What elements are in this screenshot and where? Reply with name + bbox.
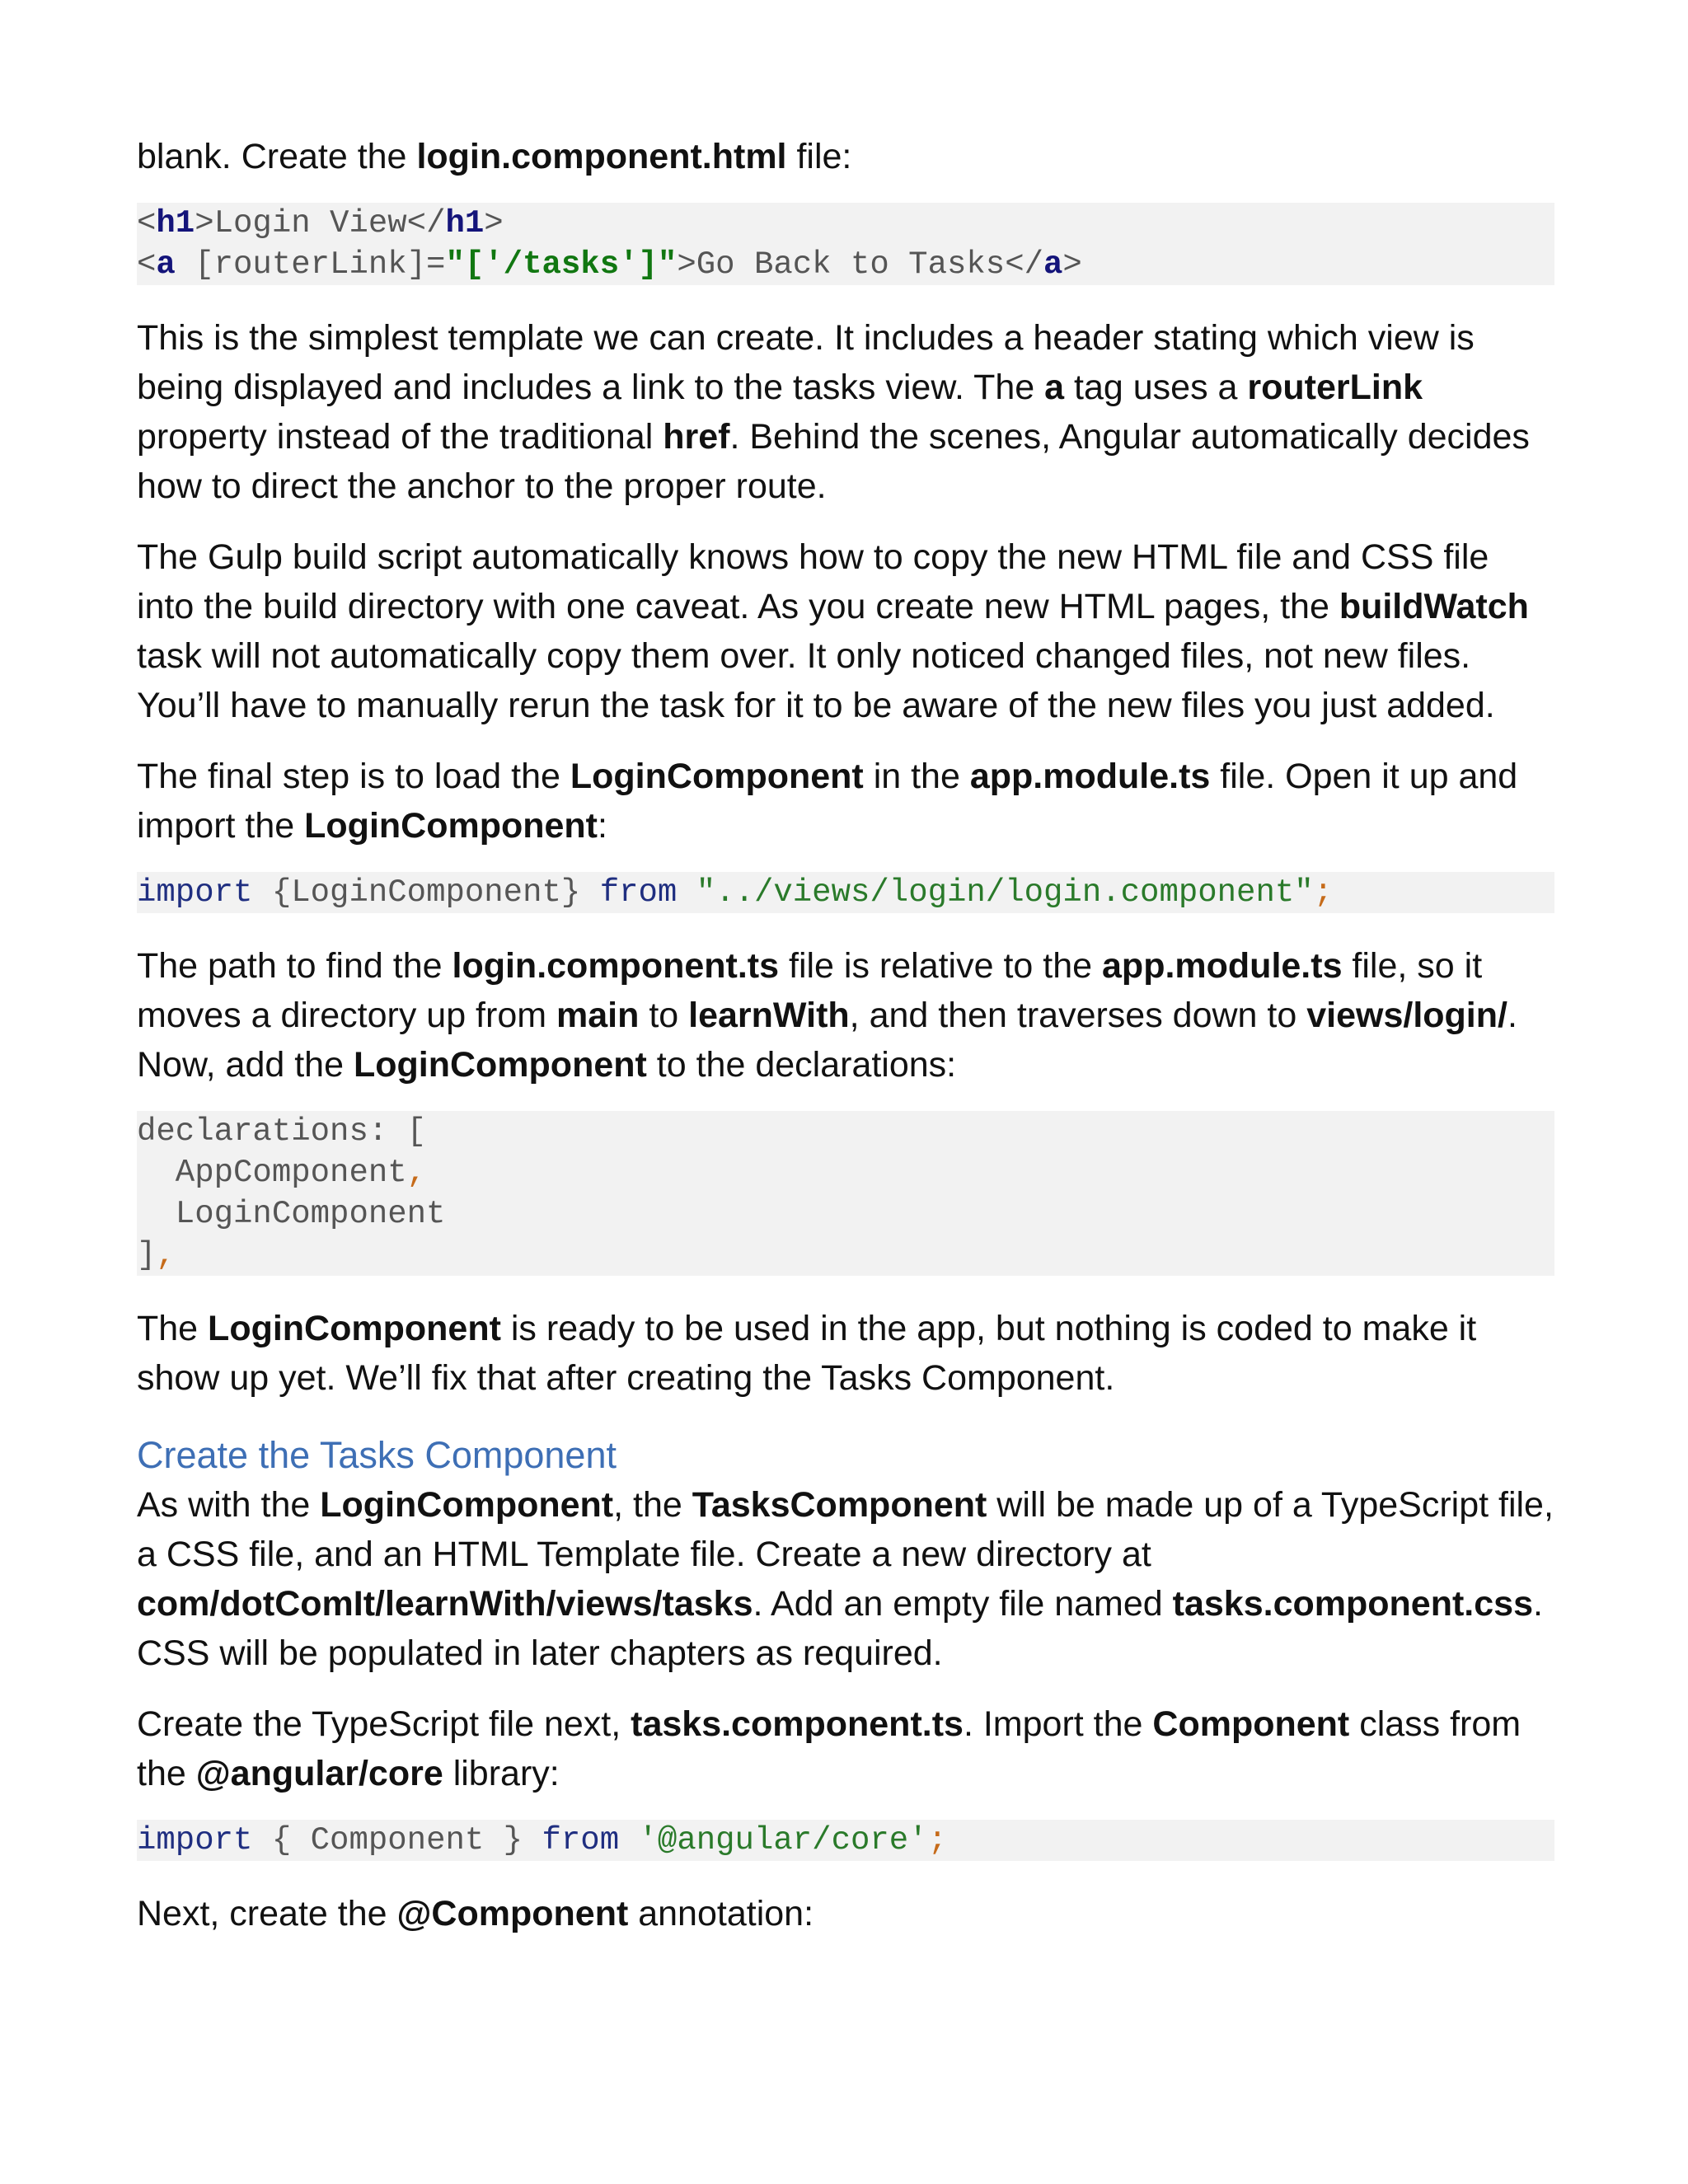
code-line: import { Component } from '@angular/core'; (137, 1822, 947, 1858)
code-line: <a [routerLink]="['/tasks']">Go Back to Tasks</a> (137, 246, 1082, 283)
document-page (137, 132, 1554, 1960)
paragraph-gulp: The Gulp build script automatically knows how to copy the new HTML file and CSS file into the build directory with one caveat. As you create new HTML pages, the buildWatch task will not automatically copy them over. It only noticed changed files, not new files. You’ll have to manually rerun the task for it to be aware of the new files you just added. (137, 537, 1529, 725)
paragraph-intro: blank. Create the login.component.html file: (137, 137, 852, 176)
paragraph-typescript-file: Create the TypeScript file next, tasks.component.ts. Import the Component class from the @angular/core library: (137, 1704, 1522, 1793)
code-block-import-component (137, 1820, 1554, 1861)
code-line: declarations: [ (137, 1113, 427, 1150)
code-block-login-template (137, 203, 1554, 285)
code-line: AppComponent, (137, 1155, 427, 1191)
code-block-declarations (137, 1111, 1554, 1276)
code-line: ], (137, 1237, 176, 1273)
paragraph-tasks-component: As with the LoginComponent, the TasksComponent will be made up of a TypeScript file, a CSS file, and an HTML Template file. Create a new directory at com/dotComIt/learnWith/views/tasks. Add an empty file named tasks.component.css. CSS will be populated in later chapters as required. (137, 1485, 1554, 1673)
paragraph-path: The path to find the login.component.ts file is relative to the app.module.ts file, so it moves a directory up from main to learnWith, and then traverses down to views/login/. Now, add the LoginComponent to the declarations: (137, 946, 1517, 1085)
file-name: login.component.html (416, 137, 787, 176)
paragraph-template-explanation: This is the simplest template we can create. It includes a header stating which view is being displayed and includes a link to the tasks view. The a tag uses a routerLink property instead of the traditional href. Behind the scenes, Angular automatically decides how to direct the anchor to the proper route. (137, 318, 1530, 506)
section-heading: Create the Tasks Component (137, 1434, 617, 1476)
code-line: <h1>Login View</h1> (137, 205, 504, 241)
code-line: import {LoginComponent} from "../views/login/login.component"; (137, 874, 1334, 911)
paragraph-ready: The LoginComponent is ready to be used in the app, but nothing is coded to make it show up yet. We’ll fix that after creating the Tasks Component. (137, 1309, 1477, 1398)
paragraph-annotation: Next, create the @Component annotation: (137, 1894, 814, 1933)
code-block-import-login (137, 872, 1554, 913)
paragraph-final-step: The final step is to load the LoginComponent in the app.module.ts file. Open it up and import the LoginComponent: (137, 757, 1518, 846)
code-line: LoginComponent (137, 1196, 446, 1232)
